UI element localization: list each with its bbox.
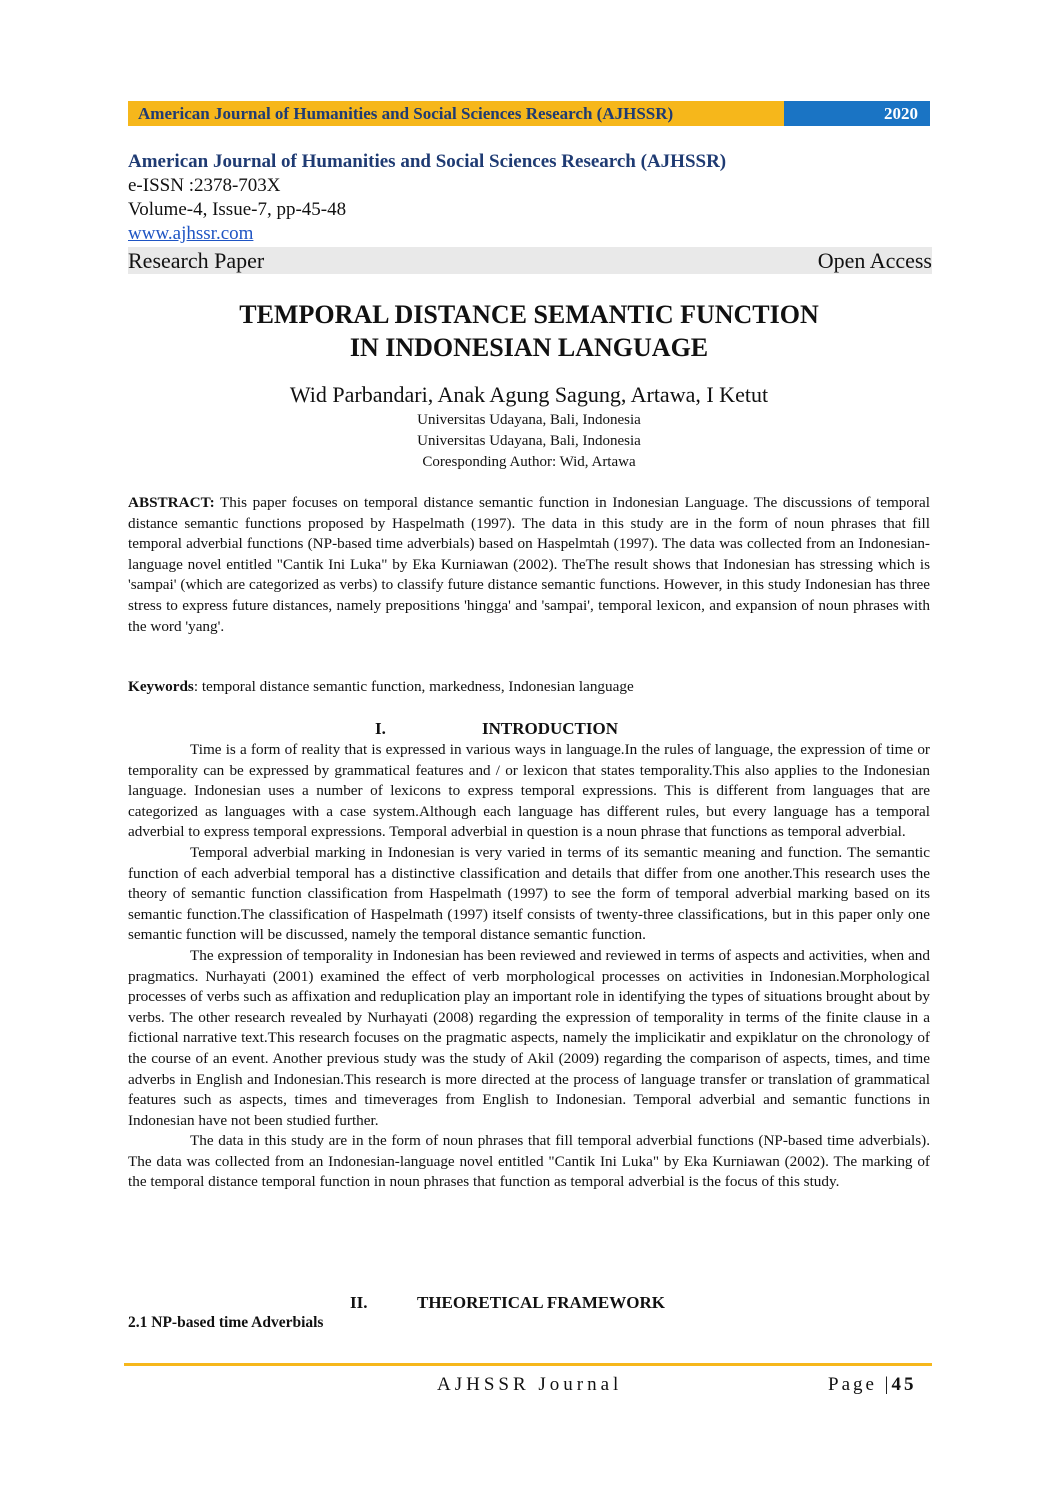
page-label: Page | — [828, 1374, 892, 1395]
footer-page — [828, 1374, 917, 1396]
affiliation-1: Universitas Udayana, Bali, Indonesia — [417, 412, 641, 428]
introduction-body — [128, 740, 930, 1193]
corresponding-author: Coresponding Author: Wid, Artawa — [422, 454, 636, 470]
keywords — [128, 677, 930, 698]
paper-title — [128, 298, 930, 364]
running-header-year: 2020 — [784, 101, 930, 126]
running-header-journal: American Journal of Humanities and Social Sciences Research (AJHSSR) — [128, 101, 784, 126]
section-number: II. — [350, 1293, 368, 1312]
title-line-2: IN INDONESIAN LANGUAGE — [349, 333, 709, 362]
authors: Wid Parbandari, Anak Agung Sagung, Artawa, I Ketut — [289, 382, 769, 407]
access-type: Open Access — [817, 247, 932, 273]
page-number: 45 — [891, 1374, 917, 1395]
journal-info — [128, 150, 932, 274]
keywords-label: Keywords — [128, 678, 194, 695]
journal-url-link[interactable]: www.ajhssr.com — [128, 223, 254, 244]
issn: e-ISSN :2378-703X — [128, 175, 281, 196]
section-title: INTRODUCTION — [482, 719, 619, 738]
title-line-1: TEMPORAL DISTANCE SEMANTIC FUNCTION — [239, 300, 819, 329]
journal-name: American Journal of Humanities and Social Sciences Research (AJHSSR) — [128, 151, 727, 172]
keywords-text: : temporal distance semantic function, markedness, Indonesian language — [193, 678, 634, 695]
abstract — [128, 493, 930, 637]
volume-info: Volume-4, Issue-7, pp-45-48 — [128, 199, 347, 220]
running-header — [128, 101, 930, 126]
footer-rule — [124, 1363, 932, 1366]
paragraph: Time is a form of reality that is expressed in various ways in language.In the rules of language, the expression of time or temporality can be expressed by grammatical features and / or lexicon that states temporality.This also applies to the Indonesian language. Indonesian uses a number of lexicons to express temporal expressions. This is different from languages that are categorized as languages with a case system.Although each language has different rules, but every language has a temporal adverbial to express temporal expressions. Temporal adverbial in question is a noun phrase that functions as temporal adverbial. — [128, 741, 930, 841]
paragraph: The data in this study are in the form of noun phrases that fill temporal adverbial functions (NP-based time adverbials). The data was collected from an Indonesian-language novel entitled "Cantik Ini Luka" by Eka Kurniawan (2002). The marking of the temporal distance temporal function in noun phrases that function as temporal adverbial is the focus of this study. — [128, 1132, 930, 1191]
section-title: THEORETICAL FRAMEWORK — [417, 1293, 665, 1312]
paragraph: The expression of temporality in Indonesian has been reviewed and reviewed in terms of aspects and activities, when and pragmatics. Nurhayati (2001) examined the effect of verb morphological processes on activities in Indonesian.Morphological processes of verbs such as affixation and reduplication play an important role in identifying the types of situations brought about by verbs. The other research revealed by Nurhayati (2008) regarding the expression of temporality in terms of the finite clause in a fictional narrative text.This research focuses on the pragmatic aspects, namely the implicikatir and expiklatur on the chronology of the course of an event. Another previous study was the study of Akil (2009) regarding the comparison of aspects, times, and time adverbs in English and Indonesian.This research is more directed at the process of language transfer or translation of grammatical features such as aspects, times and timeverages from English to Indonesian. Temporal adverbial and semantic functions in Indonesian have not been studied further. — [128, 946, 930, 1129]
paper-type-bar — [128, 247, 932, 274]
section-number: I. — [375, 719, 386, 738]
subsection-heading: 2.1 NP-based time Adverbials — [128, 1314, 324, 1331]
abstract-label: ABSTRACT: — [128, 494, 215, 511]
affiliation-2: Universitas Udayana, Bali, Indonesia — [417, 433, 641, 449]
paper-type: Research Paper — [128, 247, 265, 273]
abstract-text: This paper focuses on temporal distance semantic function in Indonesian Language. The discussions of temporal distance semantic functions proposed by Haspelmath (1997). The data in this study are in the form of noun phrases that fill temporal adverbial functions (NP-based time adverbials) based on Haspelmtah (1997). The data was collected from an Indonesian-language novel entitled "Cantik Ini Luka" by Eka Kurniawan (2002). TheThe result shows that Indonesian has stressing which is 'sampai' (which are categorized as verbs) to classify future distance semantic functions. However, in this study Indonesian has three stress to express future distances, namely prepositions 'hingga' and 'sampai', temporal lexicon, and expansion of noun phrases with the word 'yang'. — [128, 494, 930, 635]
footer-journal: AJHSSR Journal — [437, 1374, 623, 1395]
paragraph: Temporal adverbial marking in Indonesian is very varied in terms of its semantic meaning and function. The semantic function of each adverbial temporal has a distinctive classification and details that differ from one another.This research uses the theory of semantic function classification from Haspelmath (1997) to see the form of temporal adverbial marking based on its semantic function.The classification of Haspelmath (1997) itself consists of twenty-three classifications, but in this paper only one semantic function will be discussed, namely the temporal distance semantic function. — [128, 843, 930, 944]
